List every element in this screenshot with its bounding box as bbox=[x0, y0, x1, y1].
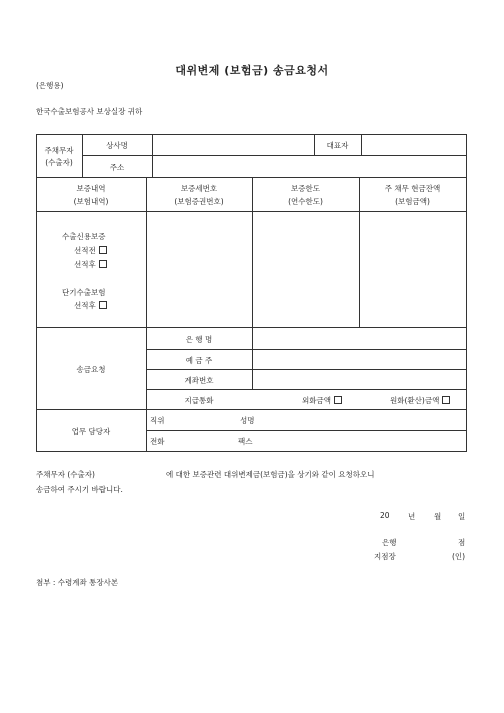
request-text-2: 송금하여 주시기 바랍니다. bbox=[36, 485, 123, 494]
attachment-note: 첨부 : 수령계좌 통장사본 bbox=[36, 578, 119, 587]
currency-label: 지급통화 bbox=[184, 396, 214, 405]
ceo-label: 대표자 bbox=[326, 141, 349, 150]
position-label: 직위 bbox=[150, 416, 165, 425]
export-credit-label: 수출신용보증 bbox=[62, 232, 106, 241]
before-shipment-option[interactable]: 선적전 bbox=[74, 245, 107, 256]
sign-seal: (인) bbox=[452, 552, 466, 561]
header-limit-2: (연수한도) bbox=[288, 197, 323, 206]
after-shipment-checkbox[interactable] bbox=[99, 260, 107, 268]
date-year-unit: 년 bbox=[408, 512, 416, 521]
after-shipment-option[interactable]: 선적후 bbox=[74, 259, 107, 270]
header-limit-1: 보증한도 bbox=[291, 184, 320, 193]
date-day-unit: 일 bbox=[458, 512, 466, 521]
foreign-amount-checkbox[interactable] bbox=[334, 396, 342, 404]
after-shipment-2-checkbox[interactable] bbox=[99, 301, 107, 309]
page-title: 대위변제 (보험금) 송금요청서 bbox=[175, 64, 329, 77]
name-label: 성명 bbox=[240, 416, 255, 425]
bank-name-label: 은 행 명 bbox=[185, 335, 213, 344]
header-guarantee-1: 보증내역 bbox=[76, 184, 106, 193]
header-number-2: (보험증권번호) bbox=[174, 197, 224, 206]
date-year: 20 bbox=[380, 511, 390, 520]
sign-branch: 점 bbox=[458, 538, 466, 547]
header-number-1: 보증세번호 bbox=[180, 184, 218, 193]
remit-label: 송금요청 bbox=[76, 365, 106, 374]
debtor-label-1: 주채무자 bbox=[44, 146, 74, 155]
company-label: 상사명 bbox=[106, 141, 128, 150]
header-guarantee-2: (보험내역) bbox=[73, 197, 109, 206]
header-balance-2: (보험금액) bbox=[395, 197, 430, 206]
address-label: 주소 bbox=[109, 163, 125, 172]
sign-manager: 지점장 bbox=[374, 552, 396, 561]
depositor-label: 예 금 주 bbox=[185, 356, 213, 365]
staff-label: 업무 담당자 bbox=[71, 427, 111, 436]
date-month-unit: 월 bbox=[434, 512, 442, 521]
won-amount-option[interactable]: 원화(환산)금액 bbox=[390, 395, 450, 406]
header-balance-1: 주 채무 현금잔액 bbox=[384, 184, 441, 193]
foreign-amount-option[interactable]: 외화금액 bbox=[302, 395, 342, 406]
after-shipment-2-option[interactable]: 선적후 bbox=[74, 300, 107, 311]
debtor-label-2: (수출자) bbox=[45, 158, 73, 167]
account-label: 계좌번호 bbox=[184, 376, 214, 385]
addressee: 한국수출보험공사 보상실장 귀하 bbox=[36, 107, 143, 116]
request-text-1b: 에 대한 보증관련 대위변제금(보험금)을 상기와 같이 요청하오니 bbox=[166, 470, 375, 479]
short-term-label: 단기수출보험 bbox=[62, 288, 106, 297]
won-amount-checkbox[interactable] bbox=[442, 396, 450, 404]
request-text-1a: 주채무자 (수출자) bbox=[36, 470, 95, 479]
bank-use-label: (은행용) bbox=[36, 81, 64, 90]
fax-label: 팩스 bbox=[238, 437, 253, 446]
sign-bank: 은행 bbox=[382, 538, 397, 547]
phone-label: 전화 bbox=[150, 437, 165, 446]
before-shipment-checkbox[interactable] bbox=[99, 246, 107, 254]
